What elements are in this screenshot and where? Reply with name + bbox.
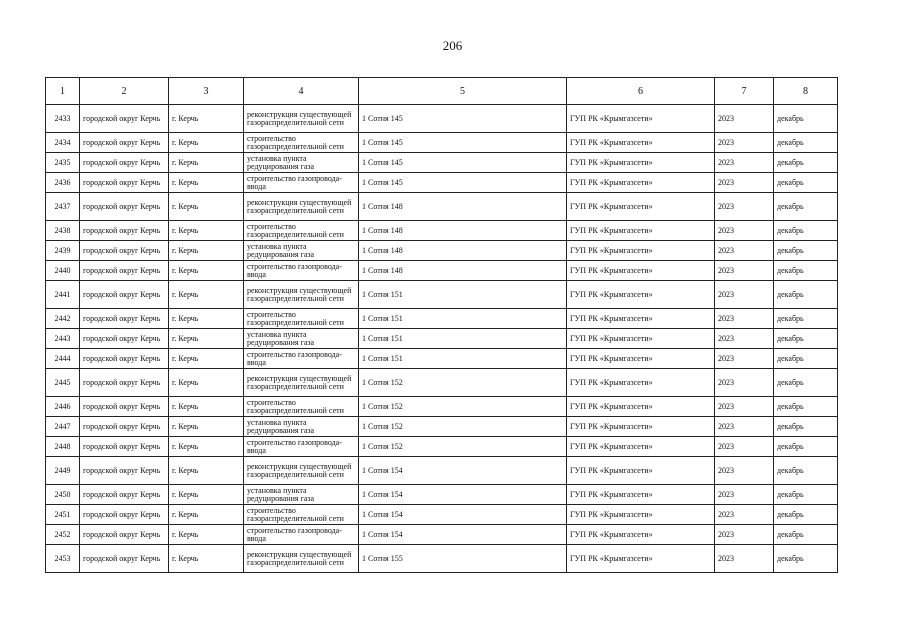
location-cell: 1 Сотня 151 <box>359 281 567 309</box>
table-body <box>46 105 838 573</box>
month-cell: декабрь <box>774 485 838 505</box>
district-cell: городской округ Керчь <box>80 417 169 437</box>
city-cell: г. Керчь <box>169 417 244 437</box>
work-type-cell: реконструкция существующей газораспределительной сети <box>244 369 359 397</box>
city-cell: г. Керчь <box>169 153 244 173</box>
operator-cell: ГУП РК «Крымгазсети» <box>567 417 715 437</box>
work-type-cell: реконструкция существующей газораспределительной сети <box>244 105 359 133</box>
operator-cell: ГУП РК «Крымгазсети» <box>567 241 715 261</box>
city-cell: г. Керчь <box>169 281 244 309</box>
district-cell: городской округ Керчь <box>80 545 169 573</box>
location-cell: 1 Сотня 145 <box>359 105 567 133</box>
table-row <box>46 173 838 193</box>
city-cell: г. Керчь <box>169 437 244 457</box>
header-cell-5: 5 <box>359 78 567 105</box>
year-cell: 2023 <box>715 457 774 485</box>
header-cell-6: 6 <box>567 78 715 105</box>
operator-cell: ГУП РК «Крымгазсети» <box>567 545 715 573</box>
operator-cell: ГУП РК «Крымгазсети» <box>567 105 715 133</box>
city-cell: г. Керчь <box>169 485 244 505</box>
year-cell: 2023 <box>715 133 774 153</box>
location-cell: 1 Сотня 148 <box>359 261 567 281</box>
table-row <box>46 261 838 281</box>
row-number-cell: 2441 <box>46 281 80 309</box>
row-number-cell: 2452 <box>46 525 80 545</box>
row-number-cell: 2434 <box>46 133 80 153</box>
work-type-cell: реконструкция существующей газораспределительной сети <box>244 545 359 573</box>
city-cell: г. Керчь <box>169 241 244 261</box>
table-row <box>46 281 838 309</box>
month-cell: декабрь <box>774 105 838 133</box>
table-row <box>46 329 838 349</box>
header-cell-3: 3 <box>169 78 244 105</box>
operator-cell: ГУП РК «Крымгазсети» <box>567 437 715 457</box>
operator-cell: ГУП РК «Крымгазсети» <box>567 153 715 173</box>
city-cell: г. Керчь <box>169 133 244 153</box>
header-cell-2: 2 <box>80 78 169 105</box>
table-row <box>46 133 838 153</box>
month-cell: декабрь <box>774 437 838 457</box>
work-type-cell: установка пункта редуцирования газа <box>244 241 359 261</box>
location-cell: 1 Сотня 151 <box>359 309 567 329</box>
district-cell: городской округ Керчь <box>80 221 169 241</box>
table-row <box>46 349 838 369</box>
table-row <box>46 241 838 261</box>
city-cell: г. Керчь <box>169 105 244 133</box>
location-cell: 1 Сотня 152 <box>359 417 567 437</box>
location-cell: 1 Сотня 154 <box>359 485 567 505</box>
year-cell: 2023 <box>715 369 774 397</box>
table-row <box>46 505 838 525</box>
page-number: 206 <box>442 38 463 53</box>
month-cell: декабрь <box>774 221 838 241</box>
year-cell: 2023 <box>715 329 774 349</box>
year-cell: 2023 <box>715 437 774 457</box>
city-cell: г. Керчь <box>169 525 244 545</box>
table-row <box>46 309 838 329</box>
header-cell-8: 8 <box>774 78 838 105</box>
location-cell: 1 Сотня 155 <box>359 545 567 573</box>
operator-cell: ГУП РК «Крымгазсети» <box>567 457 715 485</box>
header-cell-1: 1 <box>46 78 80 105</box>
month-cell: декабрь <box>774 417 838 437</box>
operator-cell: ГУП РК «Крымгазсети» <box>567 329 715 349</box>
table-row <box>46 485 838 505</box>
year-cell: 2023 <box>715 545 774 573</box>
operator-cell: ГУП РК «Крымгазсети» <box>567 309 715 329</box>
work-type-cell: строительство газопровода-ввода <box>244 525 359 545</box>
work-type-cell: строительство газопровода-ввода <box>244 437 359 457</box>
operator-cell: ГУП РК «Крымгазсети» <box>567 221 715 241</box>
location-cell: 1 Сотня 145 <box>359 173 567 193</box>
year-cell: 2023 <box>715 173 774 193</box>
city-cell: г. Керчь <box>169 457 244 485</box>
table-row <box>46 193 838 221</box>
work-type-cell: строительство газораспределительной сети <box>244 221 359 241</box>
district-cell: городской округ Керчь <box>80 329 169 349</box>
district-cell: городской округ Керчь <box>80 349 169 369</box>
location-cell: 1 Сотня 145 <box>359 133 567 153</box>
city-cell: г. Керчь <box>169 545 244 573</box>
work-type-cell: реконструкция существующей газораспределительной сети <box>244 193 359 221</box>
work-type-cell: установка пункта редуцирования газа <box>244 417 359 437</box>
row-number-cell: 2438 <box>46 221 80 241</box>
district-cell: городской округ Керчь <box>80 105 169 133</box>
month-cell: декабрь <box>774 397 838 417</box>
month-cell: декабрь <box>774 261 838 281</box>
operator-cell: ГУП РК «Крымгазсети» <box>567 173 715 193</box>
register-table <box>45 77 838 573</box>
year-cell: 2023 <box>715 349 774 369</box>
city-cell: г. Керчь <box>169 329 244 349</box>
year-cell: 2023 <box>715 309 774 329</box>
table-row <box>46 545 838 573</box>
month-cell: декабрь <box>774 329 838 349</box>
district-cell: городской округ Керчь <box>80 193 169 221</box>
district-cell: городской округ Керчь <box>80 261 169 281</box>
row-number-cell: 2443 <box>46 329 80 349</box>
header-cell-4: 4 <box>244 78 359 105</box>
operator-cell: ГУП РК «Крымгазсети» <box>567 505 715 525</box>
district-cell: городской округ Керчь <box>80 309 169 329</box>
district-cell: городской округ Керчь <box>80 505 169 525</box>
table-row <box>46 525 838 545</box>
city-cell: г. Керчь <box>169 193 244 221</box>
table-row <box>46 369 838 397</box>
header-row <box>46 78 838 105</box>
row-number-cell: 2451 <box>46 505 80 525</box>
district-cell: городской округ Керчь <box>80 525 169 545</box>
row-number-cell: 2444 <box>46 349 80 369</box>
month-cell: декабрь <box>774 309 838 329</box>
city-cell: г. Керчь <box>169 261 244 281</box>
work-type-cell: строительство газопровода-ввода <box>244 349 359 369</box>
city-cell: г. Керчь <box>169 173 244 193</box>
operator-cell: ГУП РК «Крымгазсети» <box>567 369 715 397</box>
district-cell: городской округ Керчь <box>80 369 169 397</box>
month-cell: декабрь <box>774 505 838 525</box>
district-cell: городской округ Керчь <box>80 241 169 261</box>
operator-cell: ГУП РК «Крымгазсети» <box>567 193 715 221</box>
row-number-cell: 2436 <box>46 173 80 193</box>
month-cell: декабрь <box>774 241 838 261</box>
location-cell: 1 Сотня 152 <box>359 369 567 397</box>
operator-cell: ГУП РК «Крымгазсети» <box>567 133 715 153</box>
month-cell: декабрь <box>774 525 838 545</box>
city-cell: г. Керчь <box>169 221 244 241</box>
district-cell: городской округ Керчь <box>80 457 169 485</box>
year-cell: 2023 <box>715 221 774 241</box>
operator-cell: ГУП РК «Крымгазсети» <box>567 261 715 281</box>
row-number-cell: 2445 <box>46 369 80 397</box>
district-cell: городской округ Керчь <box>80 437 169 457</box>
year-cell: 2023 <box>715 485 774 505</box>
city-cell: г. Керчь <box>169 309 244 329</box>
operator-cell: ГУП РК «Крымгазсети» <box>567 281 715 309</box>
location-cell: 1 Сотня 148 <box>359 241 567 261</box>
district-cell: городской округ Керчь <box>80 153 169 173</box>
year-cell: 2023 <box>715 417 774 437</box>
operator-cell: ГУП РК «Крымгазсети» <box>567 485 715 505</box>
row-number-cell: 2453 <box>46 545 80 573</box>
year-cell: 2023 <box>715 505 774 525</box>
table-row <box>46 457 838 485</box>
month-cell: декабрь <box>774 349 838 369</box>
work-type-cell: установка пункта редуцирования газа <box>244 485 359 505</box>
year-cell: 2023 <box>715 261 774 281</box>
year-cell: 2023 <box>715 153 774 173</box>
year-cell: 2023 <box>715 241 774 261</box>
month-cell: декабрь <box>774 153 838 173</box>
work-type-cell: реконструкция существующей газораспределительной сети <box>244 281 359 309</box>
operator-cell: ГУП РК «Крымгазсети» <box>567 349 715 369</box>
table-row <box>46 221 838 241</box>
month-cell: декабрь <box>774 545 838 573</box>
district-cell: городской округ Керчь <box>80 281 169 309</box>
district-cell: городской округ Керчь <box>80 485 169 505</box>
location-cell: 1 Сотня 151 <box>359 329 567 349</box>
district-cell: городской округ Керчь <box>80 173 169 193</box>
year-cell: 2023 <box>715 105 774 133</box>
month-cell: декабрь <box>774 369 838 397</box>
year-cell: 2023 <box>715 397 774 417</box>
operator-cell: ГУП РК «Крымгазсети» <box>567 397 715 417</box>
row-number-cell: 2433 <box>46 105 80 133</box>
row-number-cell: 2437 <box>46 193 80 221</box>
work-type-cell: строительство газопровода-ввода <box>244 261 359 281</box>
location-cell: 1 Сотня 154 <box>359 505 567 525</box>
city-cell: г. Керчь <box>169 397 244 417</box>
row-number-cell: 2448 <box>46 437 80 457</box>
table-row <box>46 153 838 173</box>
month-cell: декабрь <box>774 281 838 309</box>
work-type-cell: строительство газораспределительной сети <box>244 133 359 153</box>
city-cell: г. Керчь <box>169 349 244 369</box>
row-number-cell: 2435 <box>46 153 80 173</box>
district-cell: городской округ Керчь <box>80 397 169 417</box>
year-cell: 2023 <box>715 193 774 221</box>
work-type-cell: реконструкция существующей газораспределительной сети <box>244 457 359 485</box>
operator-cell: ГУП РК «Крымгазсети» <box>567 525 715 545</box>
row-number-cell: 2439 <box>46 241 80 261</box>
location-cell: 1 Сотня 154 <box>359 525 567 545</box>
work-type-cell: установка пункта редуцирования газа <box>244 329 359 349</box>
row-number-cell: 2447 <box>46 417 80 437</box>
work-type-cell: строительство газораспределительной сети <box>244 309 359 329</box>
work-type-cell: строительство газопровода-ввода <box>244 173 359 193</box>
year-cell: 2023 <box>715 525 774 545</box>
table-row <box>46 105 838 133</box>
table-row <box>46 397 838 417</box>
table-row <box>46 437 838 457</box>
month-cell: декабрь <box>774 173 838 193</box>
header-cell-7: 7 <box>715 78 774 105</box>
row-number-cell: 2440 <box>46 261 80 281</box>
city-cell: г. Керчь <box>169 505 244 525</box>
location-cell: 1 Сотня 148 <box>359 221 567 241</box>
month-cell: декабрь <box>774 193 838 221</box>
month-cell: декабрь <box>774 457 838 485</box>
row-number-cell: 2442 <box>46 309 80 329</box>
district-cell: городской округ Керчь <box>80 133 169 153</box>
work-type-cell: строительство газораспределительной сети <box>244 397 359 417</box>
location-cell: 1 Сотня 152 <box>359 437 567 457</box>
work-type-cell: установка пункта редуцирования газа <box>244 153 359 173</box>
location-cell: 1 Сотня 154 <box>359 457 567 485</box>
month-cell: декабрь <box>774 133 838 153</box>
location-cell: 1 Сотня 152 <box>359 397 567 417</box>
location-cell: 1 Сотня 151 <box>359 349 567 369</box>
row-number-cell: 2446 <box>46 397 80 417</box>
row-number-cell: 2449 <box>46 457 80 485</box>
work-type-cell: строительство газораспределительной сети <box>244 505 359 525</box>
year-cell: 2023 <box>715 281 774 309</box>
location-cell: 1 Сотня 148 <box>359 193 567 221</box>
location-cell: 1 Сотня 145 <box>359 153 567 173</box>
table-row <box>46 417 838 437</box>
city-cell: г. Керчь <box>169 369 244 397</box>
row-number-cell: 2450 <box>46 485 80 505</box>
